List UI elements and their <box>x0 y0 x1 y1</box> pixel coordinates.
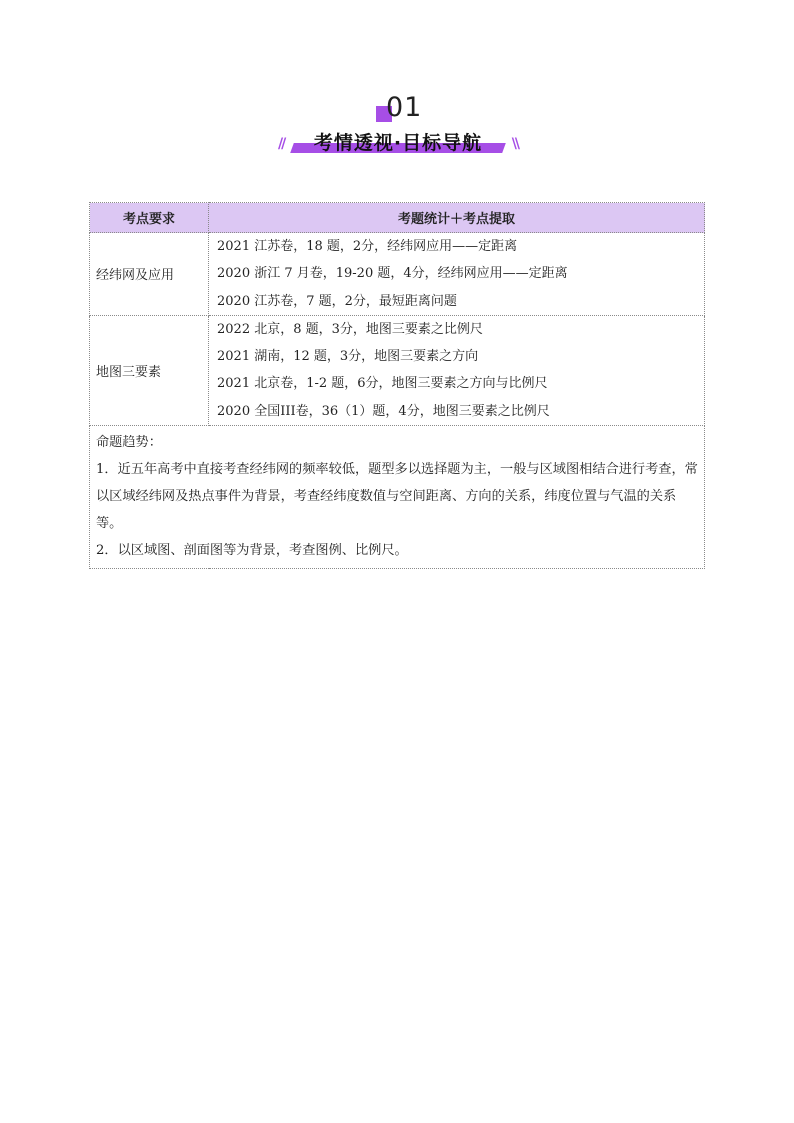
trend-point: 2．以区域图、剖面图等为背景，考查图例、比例尺。 <box>96 543 408 559</box>
left-slash-decoration: // <box>278 136 285 152</box>
exam-statistics-table <box>89 202 705 569</box>
section-header <box>0 92 794 162</box>
trend-row <box>90 426 705 569</box>
list-item: 2021 江苏卷，18 题，2分，经纬网应用——定距离 <box>217 239 518 254</box>
table-header-row <box>90 203 705 233</box>
table-row <box>90 315 705 425</box>
list-item: 2020 全国III卷，36（1）题，4分，地图三要素之比例尺 <box>217 403 550 419</box>
items-cell <box>209 315 705 425</box>
table-row <box>90 233 705 316</box>
right-slash-decoration: \\ <box>511 136 518 152</box>
section-number-badge <box>376 92 423 126</box>
section-title: 考情透视·目标导航 <box>313 132 483 154</box>
items-cell <box>209 233 705 316</box>
trend-heading: 命题趋势： <box>96 435 162 451</box>
list-item: 2020 江苏卷，7 题，2分，最短距离问题 <box>217 293 457 309</box>
trend-point: 1．近五年高考中直接考查经纬网的频率较低，题型多以选择题为主，一般与区域图相结合进行考查，常以区域经纬网及热点事件为背景，考查经纬度数值与空间距离、方向的关系，纬度位置与气温的关系等。 <box>96 462 698 532</box>
list-item: 2021 北京卷，1-2 题，6分，地图三要素之方向与比例尺 <box>217 376 548 392</box>
category-cell: 地图三要素 <box>90 315 209 425</box>
category-cell: 经纬网及应用 <box>90 233 209 316</box>
list-item: 2020 浙江 7 月卷，19-20 题，4分，经纬网应用——定距离 <box>217 266 568 282</box>
section-number: 01 <box>386 92 423 123</box>
trend-cell <box>90 426 705 569</box>
column-header-statistics: 考题统计＋考点提取 <box>209 203 705 233</box>
column-header-requirement: 考点要求 <box>90 203 209 233</box>
section-title-banner <box>278 128 518 158</box>
list-item: 2022 北京，8 题，3分，地图三要素之比例尺 <box>217 321 483 337</box>
list-item: 2021 湖南，12 题，3分，地图三要素之方向 <box>217 349 479 365</box>
